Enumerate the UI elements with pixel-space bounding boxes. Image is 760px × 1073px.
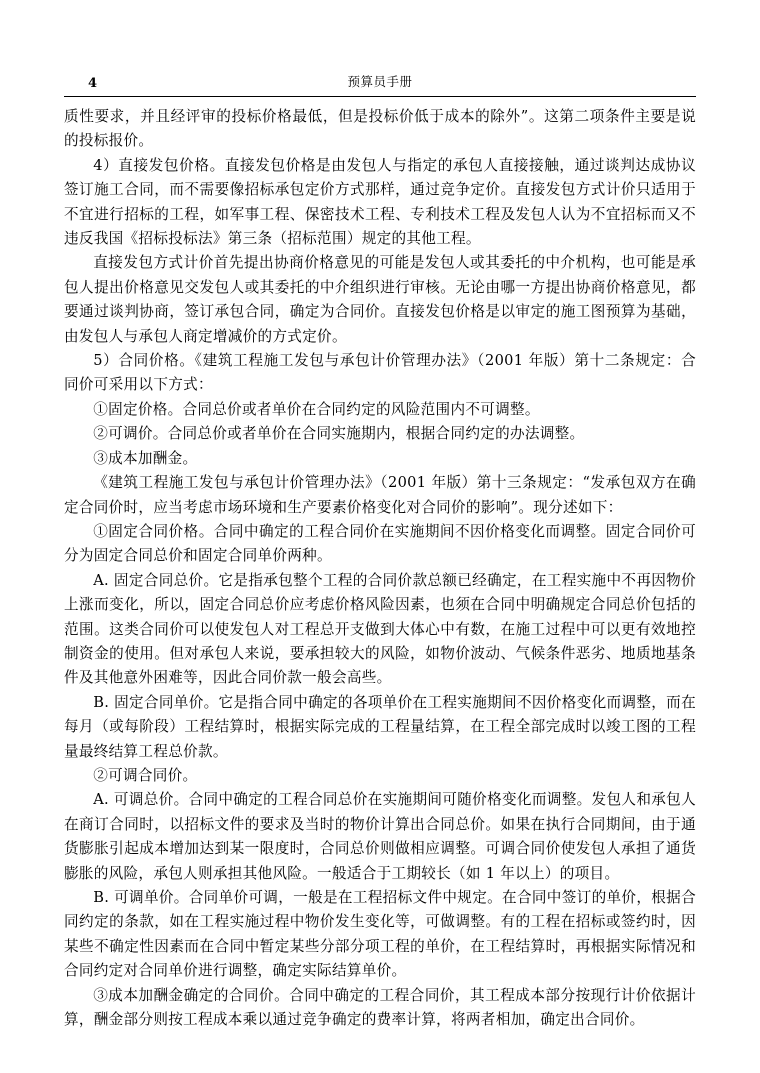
page-body xyxy=(64,105,696,1032)
paragraph: ②可调价。合同总价或者单价在合同实施期内，根据合同约定的办法调整。 xyxy=(93,425,585,443)
paragraph: ③成本加酬金。 xyxy=(93,449,198,467)
header-divider xyxy=(64,96,696,97)
paragraph: 4）直接发包价格。直接发包价格是由发包人与指定的承包人直接接触，通过谈判达成协议签订施工合同，而不需要像招标承包定价方式那样，通过竞争定价。直接发包方式计价只适用于不宜进行招标的工程，如军事工程、保密技术工程、专利技术工程及发包人认为不宜招标而又不违反我国《招标投标法》第三条（招标范围）规定的其他工程。 xyxy=(64,156,696,248)
paragraph: 直接发包方式计价首先提出协商价格意见的可能是发包人或其委托的中介机构，也可能是承包人提出价格意见交发包人或其委托的中介组织进行审核。无论由哪一方提出协商价格意见，都要通过谈判协商，签订承包合同，确定为合同价。直接发包价格是以审定的施工图预算为基础，由发包人与承包人商定增减价的方式定价。 xyxy=(64,254,696,345)
running-head-title: 预算员手册 xyxy=(347,74,413,89)
paragraph: ②可调合同价。 xyxy=(93,766,198,784)
page-number: 4 xyxy=(88,76,98,91)
paragraph: 5）合同价格。《建筑工程施工发包与承包计价管理办法》（2001 年版）第十二条规定：合同价可采用以下方式： xyxy=(64,352,696,394)
paragraph: 质性要求，并且经评审的投标价格最低，但是投标价低于成本的除外”。这第二项条件主要是说的投标报价。 xyxy=(64,108,696,150)
paragraph: ①固定价格。合同总价或者单价在合同约定的风险范围内不可调整。 xyxy=(93,400,540,418)
paragraph: ①固定合同价格。合同中确定的工程合同价在实施期间不因价格变化而调整。固定合同价可分为固定合同总价和固定合同单价两种。 xyxy=(64,522,696,565)
page-header xyxy=(88,68,672,90)
paragraph: A. 可调总价。合同中确定的工程合同总价在实施期间可随价格变化而调整。发包人和承包人在商订合同时，以招标文件的要求及当时的物价计算出合同总价。如果在执行合同期间，由于通货膨胀引起成本增加达到某一限度时，合同总价则做相应调整。可调合同价使发包人承担了通货膨胀的风险，承包人则承担其他风险。一般适合于工期较长（如 1 年以上）的项目。 xyxy=(64,791,696,882)
paragraph: ③成本加酬金确定的合同价。合同中确定的工程合同价，其工程成本部分按现行计价依据计算，酬金部分则按工程成本乘以通过竞争确定的费率计算，将两者相加，确定出合同价。 xyxy=(64,986,696,1029)
paragraph: 《建筑工程施工发包与承包计价管理办法》（2001 年版）第十三条规定：“发承包双方在确定合同价时，应当考虑市场环境和生产要素价格变化对合同价的影响”。现分述如下： xyxy=(64,474,696,516)
paragraph: B. 固定合同单价。它是指合同中确定的各项单价在工程实施期间不因价格变化而调整，而在每月（或每阶段）工程结算时，根据实际完成的工程量结算，在工程全部完成时以竣工图的工程量最终结算工程总价款。 xyxy=(64,693,696,760)
paragraph: B. 可调单价。合同单价可调，一般是在工程招标文件中规定。在合同中签订的单价，根据合同约定的条款，如在工程实施过程中物价发生变化等，可做调整。有的工程在招标或签约时，因某些不确定性因素而在合同中暂定某些分部分项工程的单价，在工程结算时，再根据实际情况和合同约定对合同单价进行调整，确定实际结算单价。 xyxy=(64,889,696,980)
paragraph: A. 固定合同总价。它是指承包整个工程的合同价款总额已经确定，在工程实施中不再因物价上涨而变化，所以，固定合同总价应考虑价格风险因素，也须在合同中明确规定合同总价包括的范围。这类合同价可以使发包人对工程总开支做到大体心中有数，在施工过程中可以更有效地控制资金的使用。但对承包人来说，要承担较大的风险，如物价波动、气候条件恶劣、地质地基条件及其他意外困难等，因此合同价款一般会高些。 xyxy=(64,571,696,687)
